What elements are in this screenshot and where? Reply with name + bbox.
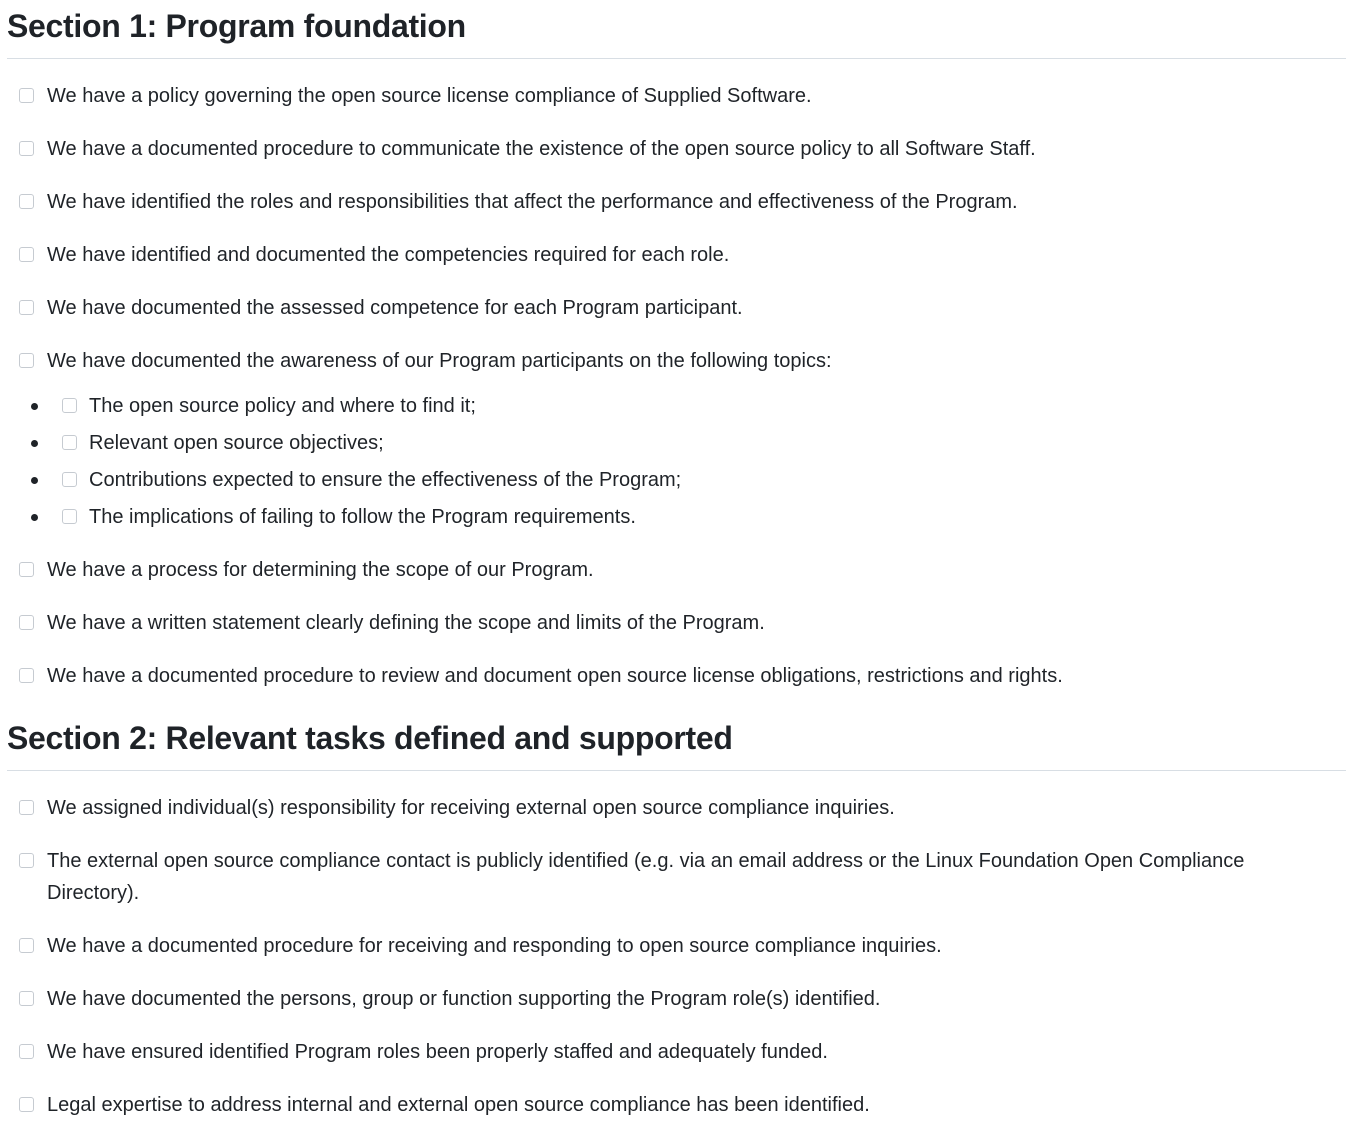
task-item[interactable] [7,660,1346,692]
task-label: We have a documented procedure to review and document open source license obligations, restrictions and rights. [47,665,1063,687]
task-label: We have a documented procedure for receiving and responding to open source compliance inquiries. [47,935,942,957]
task-item[interactable] [7,186,1346,218]
task-label: We have ensured identified Program roles been properly staffed and adequately funded. [47,1041,828,1063]
sub-task-item[interactable] [7,427,1346,459]
section-1-task-list-continued [7,554,1346,692]
task-label: We have a documented procedure to communicate the existence of the open source policy to all Software Staff. [47,138,1036,160]
task-checkbox[interactable] [19,88,34,103]
sub-task-item[interactable] [7,501,1346,533]
task-checkbox[interactable] [19,800,34,815]
bullet-icon [31,477,38,484]
task-item[interactable] [7,930,1346,962]
section-1-task-list [7,80,1346,377]
task-label: We have documented the assessed competence for each Program participant. [47,297,743,319]
task-checkbox[interactable] [19,938,34,953]
task-label: Legal expertise to address internal and external open source compliance has been identified. [47,1094,870,1116]
task-item[interactable] [7,239,1346,271]
sub-task-checkbox[interactable] [62,398,77,413]
task-checkbox[interactable] [19,562,34,577]
sub-task-label: Contributions expected to ensure the effectiveness of the Program; [89,469,682,491]
bullet-icon [31,403,38,410]
sub-task-item[interactable] [7,464,1346,496]
task-checkbox[interactable] [19,247,34,262]
task-item[interactable] [7,1089,1346,1121]
task-item[interactable] [7,80,1346,112]
sub-task-label: The open source policy and where to find it; [89,395,476,417]
task-label: We have a process for determining the scope of our Program. [47,559,594,581]
task-checkbox[interactable] [19,141,34,156]
checklist-document [7,0,1346,1121]
section-1-heading: Section 1: Program foundation [7,0,1346,59]
task-checkbox[interactable] [19,615,34,630]
task-label: We have identified and documented the competencies required for each role. [47,244,730,266]
task-checkbox[interactable] [19,353,34,368]
task-checkbox[interactable] [19,991,34,1006]
task-checkbox[interactable] [19,853,34,868]
task-label: We have documented the awareness of our Program participants on the following topics: [47,350,832,372]
task-item[interactable] [7,554,1346,586]
task-item[interactable] [7,607,1346,639]
task-item[interactable] [7,792,1346,824]
sub-task-checkbox[interactable] [62,509,77,524]
task-checkbox[interactable] [19,668,34,683]
section-2-task-list [7,792,1346,1121]
sub-task-checkbox[interactable] [62,472,77,487]
task-item[interactable] [7,133,1346,165]
task-label: The external open source compliance contact is publicly identified (e.g. via an email address or the Linux Foundation Open Compliance Directory). [47,850,1245,904]
task-item[interactable] [7,1036,1346,1068]
task-checkbox[interactable] [19,300,34,315]
section-2-heading: Section 2: Relevant tasks defined and supported [7,712,1346,771]
task-item[interactable] [7,983,1346,1015]
task-label: We assigned individual(s) responsibility for receiving external open source compliance inquiries. [47,797,895,819]
task-checkbox[interactable] [19,1044,34,1059]
task-item[interactable] [7,845,1346,909]
sub-task-label: The implications of failing to follow the Program requirements. [89,506,636,528]
sub-task-item[interactable] [7,390,1346,422]
task-checkbox[interactable] [19,194,34,209]
task-checkbox[interactable] [19,1097,34,1112]
sub-task-label: Relevant open source objectives; [89,432,384,454]
task-label: We have a written statement clearly defining the scope and limits of the Program. [47,612,765,634]
task-label: We have documented the persons, group or function supporting the Program role(s) identified. [47,988,881,1010]
task-item-awareness-topics[interactable] [7,345,1346,377]
task-label: We have identified the roles and responsibilities that affect the performance and effectiveness of the Program. [47,191,1018,213]
bullet-icon [31,440,38,447]
sub-task-checkbox[interactable] [62,435,77,450]
bullet-icon [31,514,38,521]
awareness-topics-list [7,390,1346,533]
task-item[interactable] [7,292,1346,324]
task-label: We have a policy governing the open source license compliance of Supplied Software. [47,85,812,107]
